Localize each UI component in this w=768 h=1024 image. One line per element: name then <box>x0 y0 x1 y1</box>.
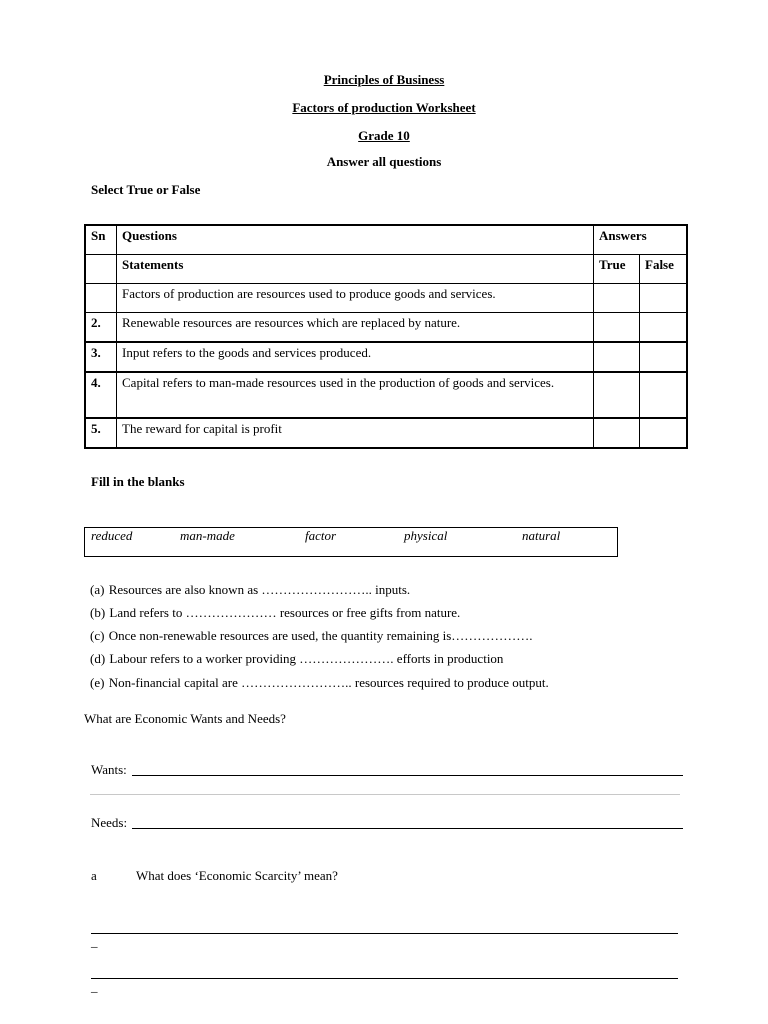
subject-title: Principles of Business <box>323 72 445 87</box>
item-label: (b) <box>90 605 106 620</box>
header-questions: Questions <box>117 225 594 255</box>
word-bank-item: natural <box>522 528 561 543</box>
wants-needs-question: What are Economic Wants and Needs? <box>84 711 286 726</box>
section-true-false-title: Select True or False <box>91 182 201 197</box>
header-sn-blank <box>85 255 117 284</box>
table-row <box>85 284 687 313</box>
item-label: (a) <box>90 582 105 597</box>
scarcity-answer-line[interactable] <box>91 933 678 934</box>
fill-blank-item <box>90 628 533 644</box>
word-bank-item: factor <box>305 528 337 543</box>
header-answers: Answers <box>594 225 688 255</box>
item-label: (c) <box>90 628 105 643</box>
true-answer-cell[interactable] <box>594 418 640 448</box>
item-text: Land refers to ………………… resources or free gifts from nature. <box>109 605 461 620</box>
row-number: 5. <box>85 418 117 448</box>
wants-answer-line[interactable] <box>132 775 683 776</box>
section-fill-blanks-title: Fill in the blanks <box>91 474 185 489</box>
table-row <box>85 372 687 418</box>
header-statements: Statements <box>117 255 594 284</box>
item-text: Resources are also known as …………………….. inputs. <box>108 582 411 597</box>
grade-label: Grade 10 <box>358 128 410 143</box>
word-bank-item: reduced <box>91 528 133 543</box>
instruction-text: Answer all questions <box>326 154 442 169</box>
word-bank <box>84 527 618 557</box>
row-number: 2. <box>85 313 117 343</box>
table-row <box>85 313 687 343</box>
statement-text: Renewable resources are resources which are replaced by nature. <box>117 313 594 343</box>
true-false-table <box>84 224 688 449</box>
question-label: a <box>91 868 97 883</box>
fill-blank-item <box>90 582 410 598</box>
header-true: True <box>594 255 640 284</box>
table-row <box>85 342 687 372</box>
false-answer-cell[interactable] <box>640 284 688 313</box>
item-label: (d) <box>90 651 106 666</box>
needs-answer-line[interactable] <box>132 828 683 829</box>
scarcity-answer-line[interactable] <box>91 978 678 979</box>
item-text: Labour refers to a worker providing …………………. efforts in production <box>109 651 504 666</box>
word-bank-item: man-made <box>180 528 235 543</box>
line-dash: _ <box>91 934 98 949</box>
row-number <box>85 284 117 313</box>
true-answer-cell[interactable] <box>594 284 640 313</box>
fill-blank-item <box>90 651 503 667</box>
fill-blank-item <box>90 605 460 621</box>
table-row <box>85 418 687 448</box>
header-false: False <box>640 255 688 284</box>
item-label: (e) <box>90 675 105 690</box>
header-sn: Sn <box>85 225 117 255</box>
item-text: Once non-renewable resources are used, the quantity remaining is………………. <box>108 628 533 643</box>
divider <box>90 794 680 795</box>
word-bank-item: physical <box>404 528 448 543</box>
worksheet-title: Factors of production Worksheet <box>292 100 476 115</box>
needs-label: Needs: <box>91 815 128 830</box>
row-number: 3. <box>85 342 117 372</box>
false-answer-cell[interactable] <box>640 418 688 448</box>
row-number: 4. <box>85 372 117 418</box>
statement-text: Factors of production are resources used to produce goods and services. <box>117 284 594 313</box>
item-text: Non-financial capital are …………………….. resources required to produce output. <box>108 675 549 690</box>
statement-text: Input refers to the goods and services produced. <box>117 342 594 372</box>
true-answer-cell[interactable] <box>594 372 640 418</box>
false-answer-cell[interactable] <box>640 372 688 418</box>
fill-blank-item <box>90 675 549 691</box>
wants-label: Wants: <box>91 762 127 777</box>
statement-text: Capital refers to man-made resources used in the production of goods and services. <box>117 372 594 418</box>
false-answer-cell[interactable] <box>640 342 688 372</box>
statement-text: The reward for capital is profit <box>117 418 594 448</box>
true-answer-cell[interactable] <box>594 342 640 372</box>
scarcity-question: What does ‘Economic Scarcity’ mean? <box>136 868 338 883</box>
true-answer-cell[interactable] <box>594 313 640 343</box>
false-answer-cell[interactable] <box>640 313 688 343</box>
line-dash: _ <box>91 979 98 994</box>
